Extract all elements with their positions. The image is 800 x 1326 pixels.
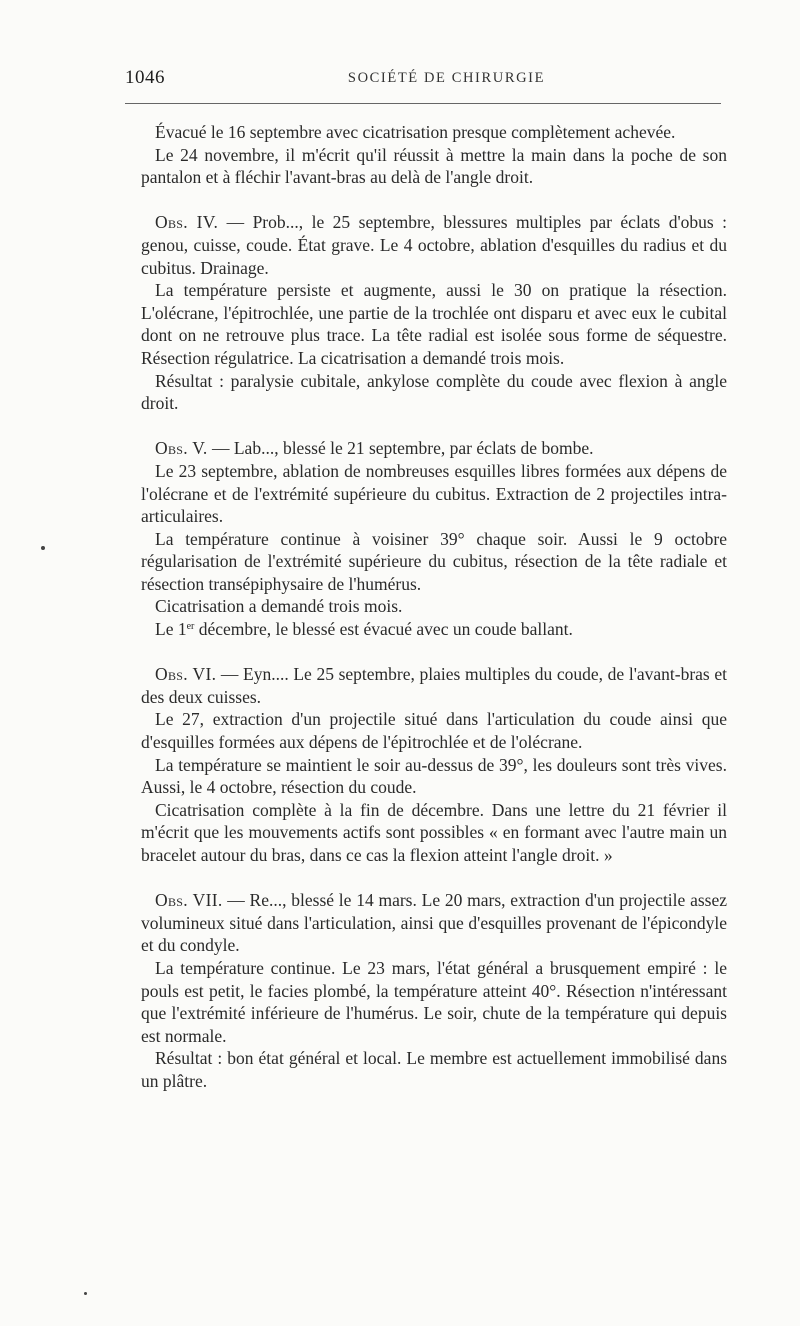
observation-text: — Eyn.... Le 25 septembre, plaies multiples du coude, de l'avant-bras et des deux cuisses. bbox=[141, 664, 727, 707]
observation-label: Obs. VI. bbox=[155, 664, 217, 685]
paragraph: Résultat : bon état général et local. Le membre est actuellement immobilisé dans un plâtre. bbox=[141, 1048, 727, 1091]
observation-label: Obs. V. bbox=[155, 438, 208, 459]
observation-vii bbox=[141, 889, 727, 957]
paragraph: Le 24 novembre, il m'écrit qu'il réussit à mettre la main dans la poche de son pantalon et à fléchir l'avant-bras au delà de l'angle droit. bbox=[141, 144, 727, 188]
paragraph: Le 27, extraction d'un projectile situé dans l'articulation du coude ainsi que d'esquilles formées aux dépens de l'épitrochlée et de l'olécrane. bbox=[141, 709, 727, 753]
body-text bbox=[141, 121, 727, 1093]
observation-iv bbox=[141, 211, 727, 279]
paragraph: Cicatrisation a demandé trois mois. bbox=[155, 596, 403, 617]
observation-text: — Re..., blessé le 14 mars. Le 20 mars, extraction d'un projectile assez volumineux situé dans l'articulation, ainsi que d'esquilles provenant de l'épicondyle et du condyle. bbox=[141, 890, 727, 956]
print-speck bbox=[41, 546, 45, 550]
paragraph: La température persiste et augmente, aussi le 30 on pratique la résection. L'olécrane, l'épitrochlée, une partie de la trochlée ont disparu et avec eux le cubital dont on ne retrouve plus trace. La tête radial est isolée sous forme de séquestre. Résection régulatrice. La cicatrisation a demandé trois mois. bbox=[141, 280, 727, 368]
observation-text: — Lab..., blessé le 21 septembre, par éclats de bombe. bbox=[207, 438, 594, 459]
running-head bbox=[125, 67, 728, 91]
print-speck bbox=[84, 1292, 87, 1295]
paragraph: La température continue à voisiner 39° chaque soir. Aussi le 9 octobre régularisation de l'extrémité supérieure du cubitus, résection de la tête radiale et résection transépiphysaire de l'humérus. bbox=[141, 528, 727, 594]
paragraph: Cicatrisation complète à la fin de décembre. Dans une lettre du 21 février il m'écrit que les mouvements actifs sont possibles « en formant avec l'autre main un bracelet autour du bras, dans ce cas la flexion atteint l'angle droit. » bbox=[141, 799, 727, 865]
header-rule bbox=[125, 103, 721, 104]
section-gap bbox=[141, 641, 727, 664]
observation-label: Obs. IV. bbox=[155, 212, 219, 233]
section-gap bbox=[141, 415, 727, 438]
observation-text: — Prob..., le 25 septembre, blessures multiples par éclats d'obus : genou, cuisse, coude. État grave. Le 4 octobre, ablation d'esquilles du radius et du cubitus. Drainage. bbox=[141, 212, 727, 278]
observation-v bbox=[141, 437, 727, 460]
superscript: er bbox=[186, 621, 195, 633]
section-gap bbox=[141, 189, 727, 212]
observation-label: Obs. VII. bbox=[155, 890, 223, 911]
paragraph: La température se maintient le soir au-dessus de 39°, les douleurs sont très vives. Aussi, le 4 octobre, résection du coude. bbox=[141, 754, 727, 798]
text-run: Le 1 bbox=[155, 619, 187, 640]
paragraph: La température continue. Le 23 mars, l'état général a brusquement empiré : le pouls est petit, le facies plombé, la température atteint 40°. Résection n'intéressant que l'extrémité inférieure de l'humérus. Le soir, chute de la température qui depuis est normale. bbox=[141, 957, 727, 1046]
page-number: 1046 bbox=[125, 67, 165, 88]
text-run: décembre, le blessé est évacué avec un coude ballant. bbox=[194, 619, 573, 640]
observation-vi bbox=[141, 663, 727, 708]
document-page bbox=[125, 0, 728, 1326]
paragraph: Le 23 septembre, ablation de nombreuses esquilles libres formées aux dépens de l'olécrane et de l'extrémité supérieure du cubitus. Extraction de 2 projectiles intra-articulaires. bbox=[141, 460, 727, 527]
paragraph bbox=[141, 618, 727, 641]
paragraph: Résultat : paralysie cubitale, ankylose complète du coude avec flexion à angle droit. bbox=[141, 370, 727, 414]
journal-title: SOCIÉTÉ DE CHIRURGIE bbox=[347, 70, 546, 86]
section-gap bbox=[141, 867, 727, 890]
paragraph: Évacué le 16 septembre avec cicatrisation presque complètement achevée. bbox=[155, 122, 676, 142]
